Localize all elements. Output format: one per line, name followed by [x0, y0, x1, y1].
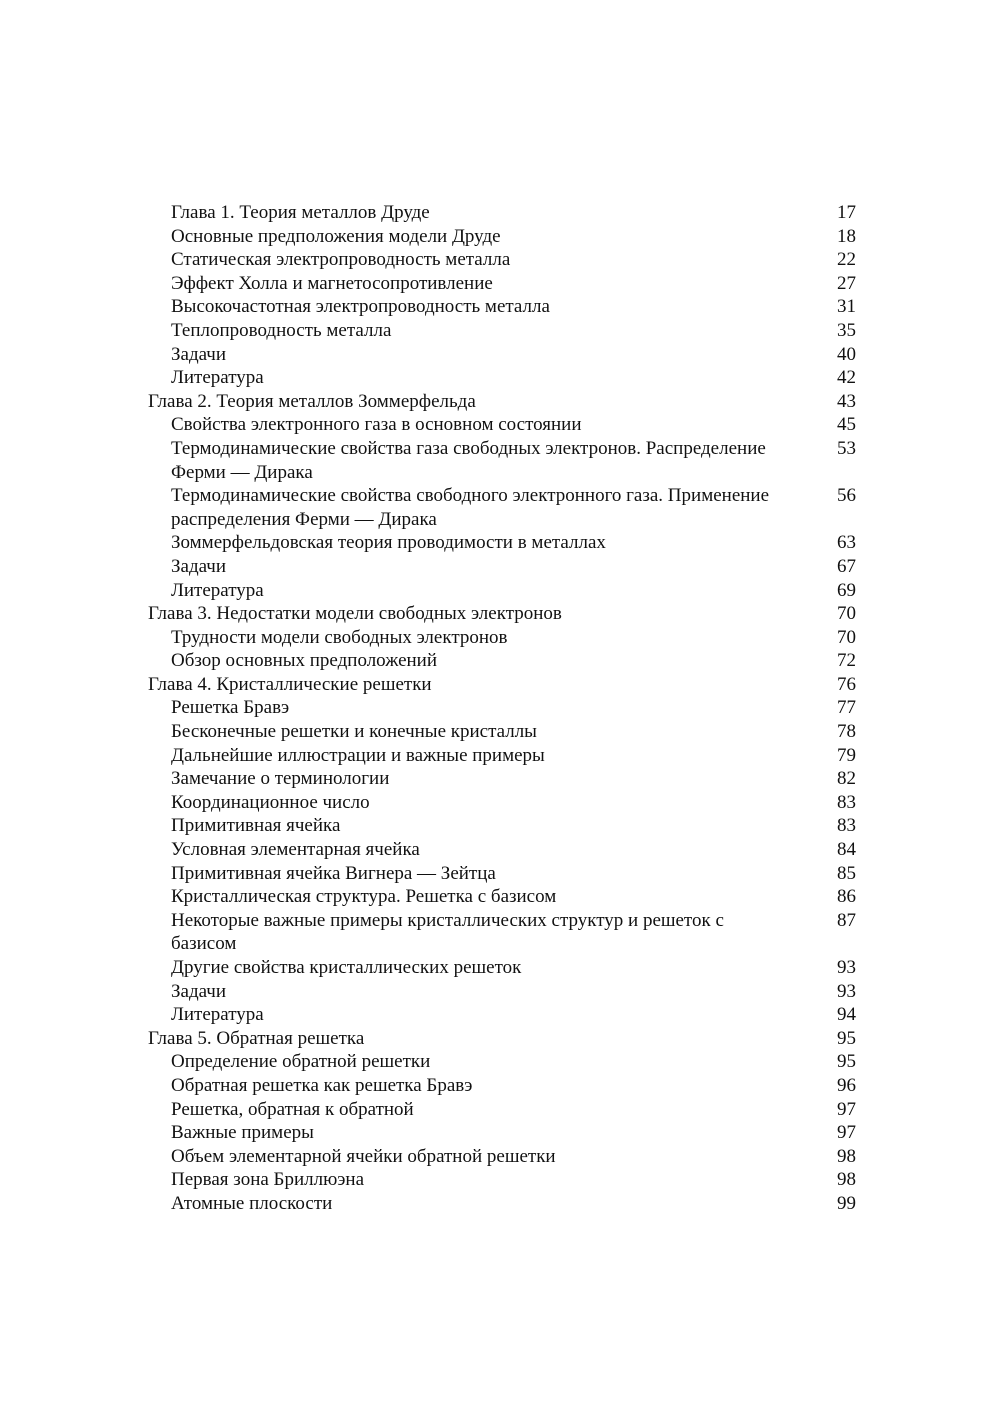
toc-section-entry: [148, 555, 856, 579]
entry-title: [148, 1027, 826, 1051]
entry-title: [148, 814, 826, 838]
toc-section-entry: [148, 649, 856, 673]
entry-title: [148, 838, 826, 862]
toc-section-entry: [148, 1145, 856, 1169]
toc-section-entry: [148, 531, 856, 555]
entry-page-number: 82: [837, 768, 856, 790]
entry-title-line: Литература: [171, 1004, 264, 1026]
entry-title-line: Важные примеры: [171, 1122, 314, 1144]
entry-title: [148, 626, 826, 650]
entry-title-line: Условная элементарная ячейка: [171, 839, 420, 861]
entry-page-number: 97: [837, 1122, 856, 1144]
entry-page-number: 86: [837, 886, 856, 908]
entry-page-number: 77: [837, 697, 856, 719]
toc-section-entry: [148, 885, 856, 909]
entry-title: [148, 366, 826, 390]
entry-title-line: Объем элементарной ячейки обратной решетки: [171, 1145, 556, 1167]
entry-title-line: Высокочастотная электропроводность металла: [171, 296, 550, 318]
entry-title-line: Некоторые важные примеры кристаллических структур и решеток с: [171, 909, 724, 931]
entry-title-line: Дальнейшие иллюстрации и важные примеры: [171, 744, 545, 766]
toc-section-entry: [148, 696, 856, 720]
entry-title-line: Задачи: [171, 980, 227, 1002]
entry-page-number: 78: [837, 721, 856, 743]
entry-page-number: 95: [837, 1051, 856, 1073]
toc-section-entry: [148, 201, 856, 225]
entry-title-line: Статическая электропроводность металла: [171, 249, 511, 271]
toc-section-entry: [148, 720, 856, 744]
entry-title-line: Литература: [171, 367, 264, 389]
entry-title: [148, 1074, 826, 1098]
toc-section-entry: [148, 248, 856, 272]
entry-title: [148, 319, 826, 343]
entry-page-number: 95: [837, 1027, 856, 1049]
entry-title-line: Решетка, обратная к обратной: [171, 1098, 414, 1120]
toc-section-entry: [148, 225, 856, 249]
entry-page-number: 69: [837, 579, 856, 601]
entry-title-line: Определение обратной решетки: [171, 1051, 431, 1073]
entry-page-number: 72: [837, 650, 856, 672]
toc-section-entry: [148, 343, 856, 367]
entry-title-line: Примитивная ячейка: [171, 815, 341, 837]
toc-section-entry: [148, 319, 856, 343]
entry-page-number: 76: [837, 673, 856, 695]
entry-title: [148, 343, 826, 367]
entry-title-line: Другие свойства кристаллических решеток: [171, 957, 522, 978]
entry-title-line: базисом: [171, 933, 237, 955]
entry-page-number: 70: [837, 603, 856, 625]
toc-section-entry: [148, 366, 856, 390]
entry-title-line: Ферми — Дирака: [171, 461, 313, 483]
entry-title-line: Основные предположения модели Друде: [171, 225, 501, 247]
entry-title: [148, 1168, 826, 1192]
entry-page-number: 96: [837, 1074, 856, 1096]
entry-title: [148, 791, 826, 815]
toc-section-entry: [148, 295, 856, 319]
entry-page-number: 18: [837, 225, 856, 247]
toc-section-entry: [148, 437, 856, 484]
toc-section-entry: [148, 838, 856, 862]
entry-title: [148, 696, 826, 720]
entry-page-number: 93: [837, 957, 856, 978]
toc-section-entry: [148, 1192, 856, 1216]
entry-title-line: Примитивная ячейка Вигнера — Зейтца: [171, 862, 496, 884]
entry-title: [148, 862, 826, 886]
entry-title: [148, 1121, 826, 1145]
toc-section-entry: [148, 626, 856, 650]
toc-section-entry: [148, 484, 856, 531]
entry-title: [148, 579, 826, 603]
entry-title-line: Кристаллическая структура. Решетка с базисом: [171, 886, 557, 908]
toc-section-entry: [148, 1098, 856, 1122]
entry-page-number: 43: [837, 390, 856, 412]
entry-title-line: Теплопроводность металла: [171, 319, 392, 341]
toc-section-entry: [148, 744, 856, 768]
entry-title-line: Эффект Холла и магнетосопротивление: [171, 272, 493, 294]
entry-page-number: 85: [837, 862, 856, 884]
toc-chapter-entry: [148, 390, 856, 414]
entry-title-line: Замечание о терминологии: [171, 768, 390, 790]
toc-section-entry: [148, 862, 856, 886]
entry-title: [148, 602, 826, 626]
entry-title-line: Первая зона Бриллюэна: [171, 1169, 365, 1191]
entry-page-number: 63: [837, 532, 856, 554]
entry-title: [148, 956, 826, 980]
entry-title-line: Термодинамические свойства свободного электронного газа. Применение: [171, 485, 770, 507]
entry-page-number: 99: [837, 1192, 856, 1214]
toc-chapter-entry: [148, 673, 856, 697]
entry-title: [148, 1050, 826, 1074]
entry-page-number: 70: [837, 626, 856, 648]
entry-title: [148, 437, 826, 484]
entry-title: [148, 413, 826, 437]
entry-title-line: Свойства электронного газа в основном состоянии: [171, 414, 582, 436]
entry-page-number: 27: [837, 272, 856, 294]
entry-title: [148, 885, 826, 909]
toc-section-entry: [148, 1121, 856, 1145]
entry-title-line: Бесконечные решетки и конечные кристаллы: [171, 721, 537, 743]
entry-title: [148, 720, 826, 744]
entry-page-number: 83: [837, 815, 856, 837]
entry-title-line: Координационное число: [171, 791, 370, 813]
entry-title-line: Глава 3. Недостатки модели свободных электронов: [148, 603, 562, 625]
entry-title: [148, 1192, 826, 1216]
entry-page-number: 84: [837, 839, 856, 861]
entry-title-line: Глава 2. Теория металлов Зоммерфельда: [148, 390, 476, 412]
toc-section-entry: [148, 1074, 856, 1098]
entry-title: [148, 248, 826, 272]
entry-page-number: 31: [837, 296, 856, 318]
entry-title-line: Литература: [171, 579, 264, 601]
entry-page-number: 98: [837, 1145, 856, 1167]
toc-section-entry: [148, 791, 856, 815]
entry-page-number: 22: [837, 249, 856, 271]
toc-chapter-entry: [148, 1027, 856, 1051]
entry-title-line: Глава 4. Кристаллические решетки: [148, 673, 432, 695]
entry-page-number: 87: [837, 909, 856, 931]
entry-page-number: 93: [837, 980, 856, 1002]
toc-section-entry: [148, 413, 856, 437]
entry-title: [148, 909, 826, 956]
entry-title: [148, 272, 826, 296]
entry-page-number: 40: [837, 343, 856, 365]
entry-title: [148, 390, 826, 414]
entry-title: [148, 555, 826, 579]
entry-title-line: Задачи: [171, 343, 227, 365]
toc-section-entry: [148, 272, 856, 296]
entry-page-number: 42: [837, 367, 856, 389]
entry-title-line: Зоммерфельдовская теория проводимости в металлах: [171, 532, 606, 554]
entry-page-number: 67: [837, 555, 856, 577]
toc-section-entry: [148, 579, 856, 603]
entry-page-number: 56: [837, 485, 856, 507]
entry-title-line: Глава 5. Обратная решетка: [148, 1027, 365, 1049]
entry-title: [148, 484, 826, 531]
entry-title: [148, 201, 826, 225]
entry-title: [148, 649, 826, 673]
entry-title: [148, 980, 826, 1004]
entry-title: [148, 225, 826, 249]
entry-title: [148, 744, 826, 768]
entry-title: [148, 295, 826, 319]
entry-title: [148, 767, 826, 791]
entry-title-line: Решетка Бравэ: [171, 697, 290, 719]
entry-page-number: 53: [837, 437, 856, 459]
entry-title-line: Глава 1. Теория металлов Друде: [171, 202, 430, 223]
toc-section-entry: [148, 1050, 856, 1074]
table-of-contents: [148, 201, 856, 1216]
entry-title: [148, 531, 826, 555]
entry-page-number: 79: [837, 744, 856, 766]
entry-title-line: Термодинамические свойства газа свободных электронов. Распределение: [171, 437, 766, 459]
entry-title-line: распределения Ферми — Дирака: [171, 508, 437, 530]
entry-page-number: 35: [837, 319, 856, 341]
entry-page-number: 98: [837, 1169, 856, 1191]
entry-page-number: 97: [837, 1098, 856, 1120]
entry-title: [148, 1098, 826, 1122]
toc-section-entry: [148, 1003, 856, 1027]
entry-title: [148, 673, 826, 697]
toc-section-entry: [148, 767, 856, 791]
toc-section-entry: [148, 956, 856, 980]
entry-page-number: 17: [837, 202, 856, 223]
entry-title-line: Атомные плоскости: [171, 1192, 333, 1214]
entry-title-line: Обзор основных предположений: [171, 650, 438, 672]
toc-section-entry: [148, 909, 856, 956]
entry-title-line: Задачи: [171, 555, 227, 577]
entry-title-line: Трудности модели свободных электронов: [171, 626, 508, 648]
toc-section-entry: [148, 814, 856, 838]
entry-page-number: 83: [837, 791, 856, 813]
toc-section-entry: [148, 980, 856, 1004]
entry-title: [148, 1003, 826, 1027]
toc-chapter-entry: [148, 602, 856, 626]
entry-title-line: Обратная решетка как решетка Бравэ: [171, 1074, 473, 1096]
entry-page-number: 45: [837, 414, 856, 436]
entry-page-number: 94: [837, 1004, 856, 1026]
toc-section-entry: [148, 1168, 856, 1192]
entry-title: [148, 1145, 826, 1169]
